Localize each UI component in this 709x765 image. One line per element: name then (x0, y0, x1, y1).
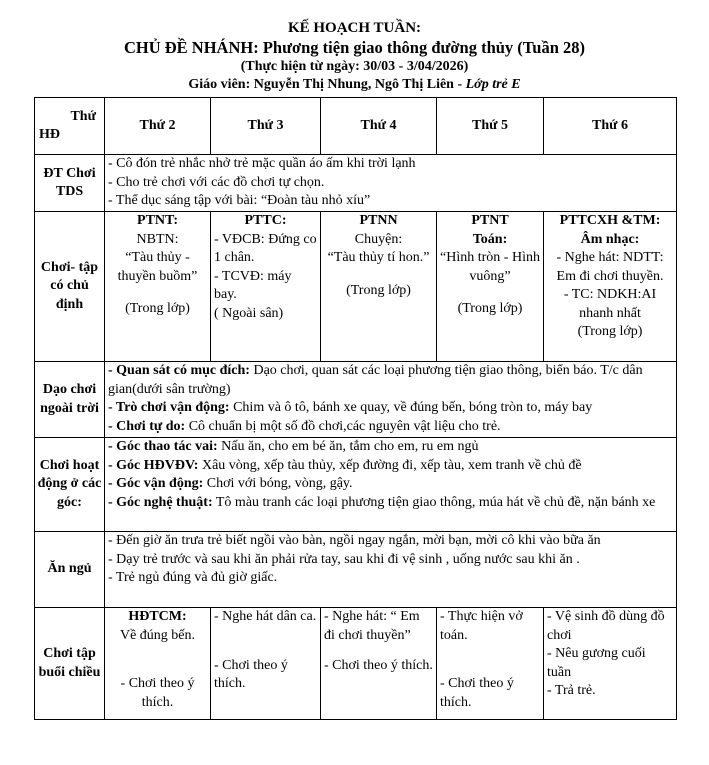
cell-fri (544, 212, 677, 362)
cell-line: - Chơi theo ý thích. (214, 657, 288, 691)
list-item: - Quan sát có mục đích: Dạo chơi, quan sát các loại phương tiện giao thông, biển báo. T/c dân gian(dưới sân trường) (108, 363, 643, 397)
day-fri: Thứ 6 (544, 98, 677, 155)
cell-head: PTNT: (137, 213, 178, 228)
day-tue: Thứ 3 (211, 98, 321, 155)
cell-line: (Trong lớp) (346, 282, 411, 298)
row-content (105, 362, 677, 438)
list-item: - Góc vận động: Chơi với bóng, vòng, gậy. (108, 476, 353, 491)
cell-head: PTNT (471, 213, 509, 228)
cell-line: ( Ngoài sân) (214, 305, 284, 321)
cell-line: - Chơi theo ý thích. (440, 676, 514, 710)
list-item: - Thể dục sáng tập với bài: “Đoàn tàu nhỏ xíu” (108, 193, 371, 208)
cell-head: Âm nhạc: (580, 231, 640, 247)
doc-teachers (0, 76, 709, 94)
doc-dates: (Thực hiện từ ngày: 30/03 - 3/04/2026) (240, 59, 469, 74)
cell-tue (211, 608, 321, 720)
row-content (105, 155, 677, 212)
row-label: Chơi tập buổi chiều (35, 608, 105, 720)
cell-tue (211, 212, 321, 362)
cell-head: PTTC: (244, 213, 287, 228)
list-item: - Trò chơi vận động: Chim và ô tô, bánh xe quay, về đúng bến, bóng tròn to, máy bay (108, 400, 593, 415)
cell-line: Về đúng bến. (119, 627, 196, 643)
row-label: Dạo chơi ngoài trời (35, 362, 105, 438)
cell-mon (105, 608, 211, 720)
cell-thu (437, 608, 544, 720)
corner-top: Thứ (70, 109, 96, 124)
cell-line: - Nghe hát dân ca. (214, 609, 317, 624)
row-label: ĐT Chơi TDS (35, 155, 105, 212)
cell-wed (321, 608, 437, 720)
row-content (105, 438, 677, 532)
cell-head: PTTCXH &TM: (559, 213, 661, 228)
list-item: - Dạy trẻ trước và sau khi ăn phải rửa tay, sau khi đi vệ sinh , uống nước sau khi ăn . (108, 551, 580, 567)
cell-line: - Nghe hát: NDTT: Em đi chơi thuyền. (556, 250, 664, 284)
cell-line: - TC: NDKH:AI nhanh nhất (563, 287, 657, 321)
cell-line: “Tàu thủy - thuyền buồm” (117, 250, 198, 284)
table-row (35, 362, 677, 438)
teacher-names: Giáo viên: Nguyễn Thị Nhung, Ngô Thị Liên - (188, 77, 466, 92)
cell-line: “Tàu thủy tí hon.” (327, 250, 430, 265)
cell-line: - Thực hiện vở toán. (440, 609, 523, 643)
cell-line: NBTN: (136, 231, 179, 247)
cell-wed (321, 212, 437, 362)
cell-line: - Nghe hát: “ Em đi chơi thuyền” (324, 609, 420, 643)
cell-line: - TCVĐ: máy bay. (214, 268, 292, 302)
cell-line: - VĐCB: Đứng co 1 chân. (214, 231, 317, 265)
cell-head: Toán: (472, 231, 508, 247)
table-row (35, 532, 677, 608)
cell-head: HĐTCM: (128, 609, 187, 624)
list-item: - Chơi tự do: Cô chuẩn bị một số đồ chơi,các nguyên vật liệu cho trẻ. (108, 418, 501, 434)
row-label: Chơi hoạt động ở các góc: (35, 438, 105, 532)
cell-line: (Trong lớp) (577, 324, 643, 339)
row-content (105, 532, 677, 608)
list-item: - Đến giờ ăn trưa trẻ biết ngồi vào bàn, ngồi ngay ngắn, mời bạn, mời cô khi vào bữa ăn (108, 533, 601, 548)
cell-line: (Trong lớp) (457, 301, 523, 316)
list-item: - Góc HĐVĐV: Xâu vòng, xếp tàu thủy, xếp đường đi, xếp tàu, xem tranh về chủ đề (108, 457, 582, 473)
row-label: Chơi- tập có chủ định (35, 212, 105, 362)
cell-fri (544, 608, 677, 720)
table-row (35, 438, 677, 532)
cell-line: “Hình tròn - Hình vuông” (440, 250, 540, 284)
corner-bottom: HĐ (39, 126, 60, 142)
doc-title: KẾ HOẠCH TUẦN: (287, 20, 422, 36)
document-header (0, 19, 709, 94)
cell-line: - Chơi theo ý thích. (324, 658, 433, 673)
cell-line: - Chơi theo ý thích. (120, 676, 195, 710)
weekly-plan-table (34, 97, 677, 720)
cell-line: - Nêu gương cuối tuần (547, 646, 646, 680)
class-name: Lớp trẻ E (465, 77, 521, 92)
corner-cell (35, 98, 105, 155)
day-thu: Thứ 5 (437, 98, 544, 155)
list-item: - Góc thao tác vai: Nấu ăn, cho em bé ăn, tắm cho em, ru em ngủ (108, 439, 479, 454)
cell-line: - Trả trẻ. (547, 683, 596, 698)
cell-thu (437, 212, 544, 362)
cell-line: Chuyện: (354, 231, 403, 247)
cell-head: PTNN (359, 213, 398, 228)
table-row (35, 155, 677, 212)
cell-line: - Vệ sinh đồ dùng đồ chơi (547, 609, 665, 643)
list-item: - Góc nghệ thuật: Tô màu tranh các loại phương tiện giao thông, múa hát về chủ đề, nặn bánh xe (108, 494, 656, 510)
table-row (35, 608, 677, 720)
table-header-row (35, 98, 677, 155)
doc-subtitle: CHỦ ĐỀ NHÁNH: Phương tiện giao thông đường thủy (Tuần 28) (123, 38, 586, 57)
table-row (35, 212, 677, 362)
cell-mon (105, 212, 211, 362)
list-item: - Cô đón trẻ nhắc nhở trẻ mặc quần áo ấm khi trời lạnh (108, 156, 416, 171)
day-mon: Thứ 2 (105, 98, 211, 155)
day-wed: Thứ 4 (321, 98, 437, 155)
list-item: - Trẻ ngủ đúng và đủ giờ giấc. (108, 570, 278, 585)
list-item: - Cho trẻ chơi với các đồ chơi tự chọn. (108, 174, 325, 190)
row-label: Ăn ngủ (35, 532, 105, 608)
cell-line: (Trong lớp) (125, 301, 190, 316)
